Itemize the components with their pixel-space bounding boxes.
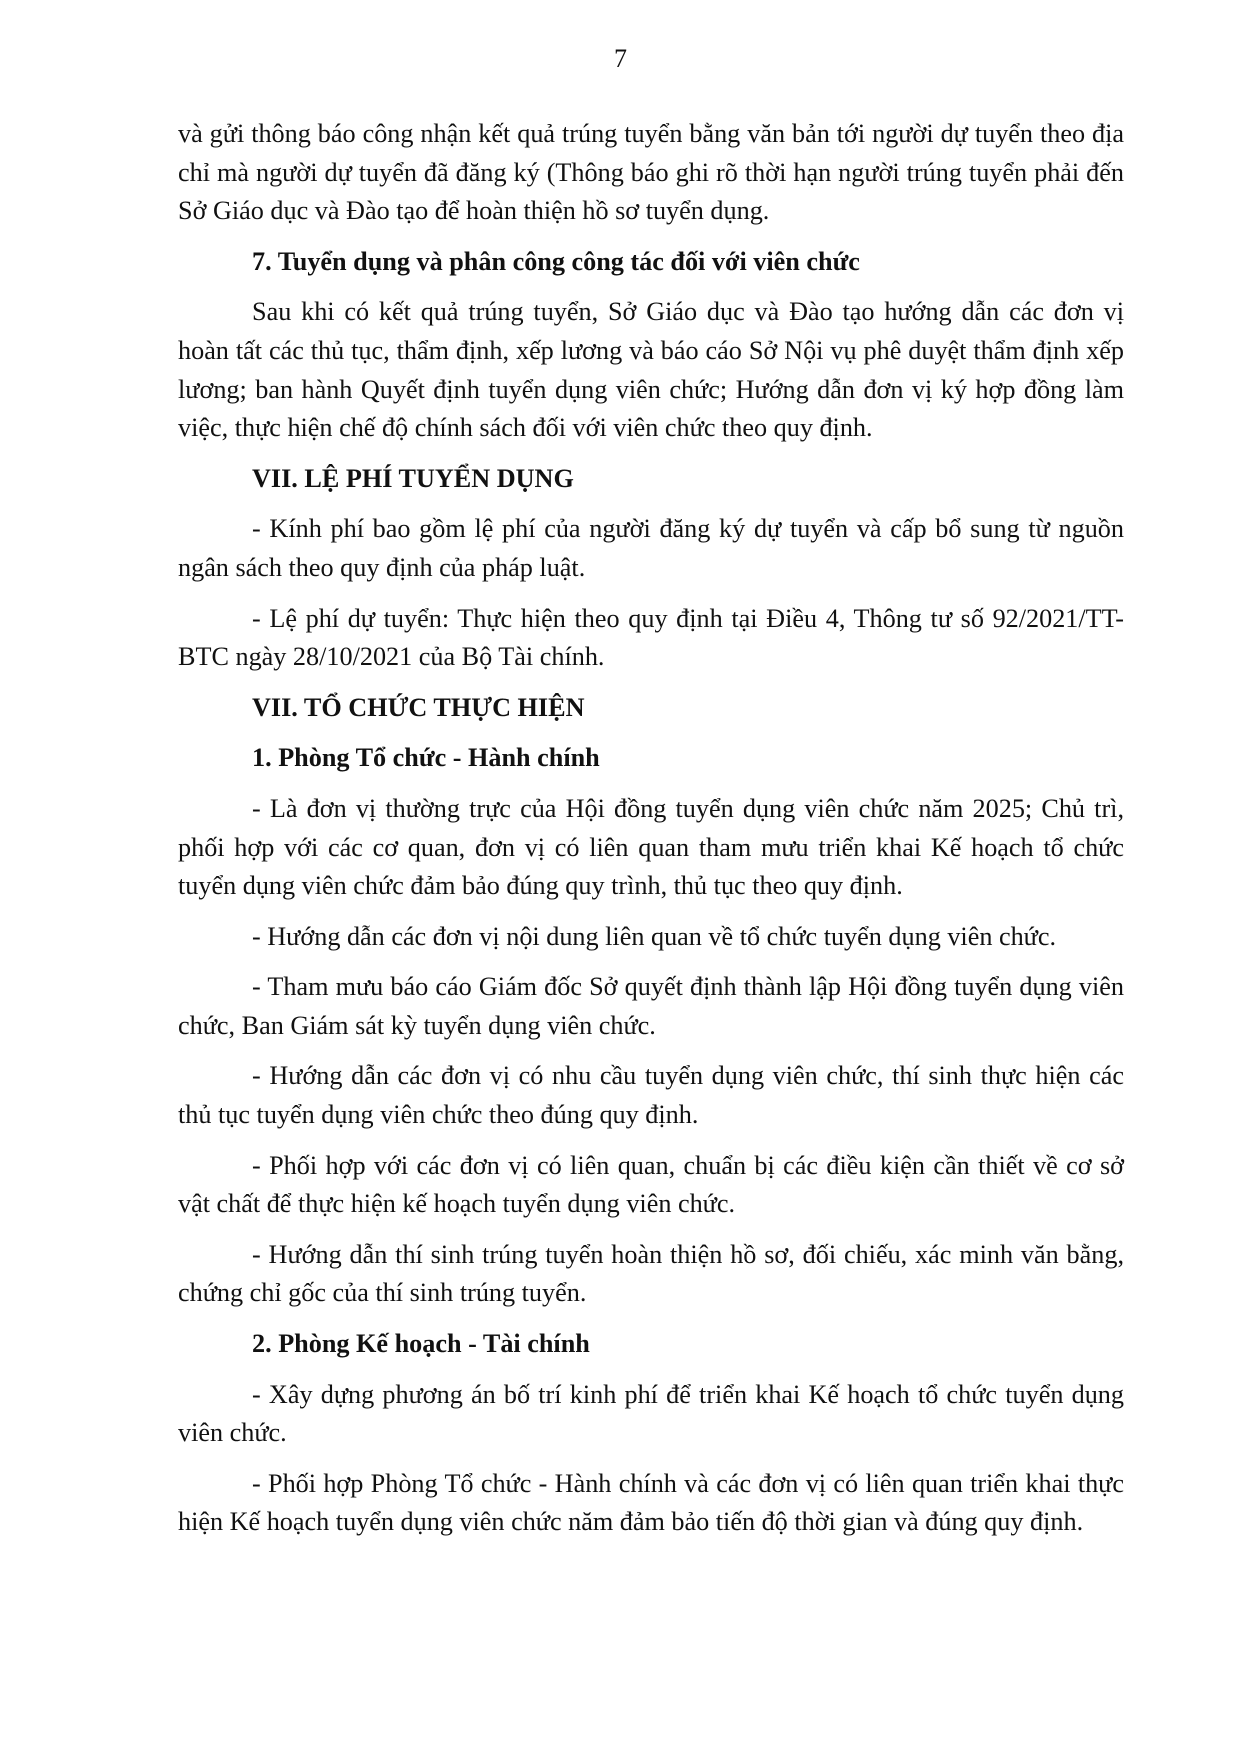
page-number: 7 xyxy=(614,44,627,73)
paragraph-org-duty-6: - Hướng dẫn thí sinh trúng tuyển hoàn thiện hồ sơ, đối chiếu, xác minh văn bằng, chứng chỉ gốc của thí sinh trúng tuyển. xyxy=(178,1239,1124,1308)
paragraph-org-duty-2: - Hướng dẫn các đơn vị nội dung liên quan về tổ chức tuyển dụng viên chức. xyxy=(252,921,1057,951)
subsection-heading-organization: 1. Phòng Tổ chức - Hành chính xyxy=(252,743,600,773)
section-heading-7: 7. Tuyển dụng và phân công công tác đối với viên chức xyxy=(252,246,860,276)
paragraph-continuation: và gửi thông báo công nhận kết quả trúng tuyển bằng văn bản tới người dự tuyển theo địa chỉ mà người dự tuyển đã đăng ký (Thông báo ghi rõ thời hạn người trúng tuyển phải đến Sở Giáo dục và Đào tạo để hoàn thiện hồ sơ tuyển dụng. xyxy=(178,119,1124,226)
document-body xyxy=(178,115,1124,1554)
section-heading-fees: VII. LỆ PHÍ TUYỂN DỤNG xyxy=(252,463,574,493)
paragraph-recruitment: Sau khi có kết quả trúng tuyển, Sở Giáo dục và Đào tạo hướng dẫn các đơn vị hoàn tất các thủ tục, thẩm định, xếp lương và báo cáo Sở Nội vụ phê duyệt thẩm định xếp lương; ban hành Quyết định tuyển dụng viên chức; Hướng dẫn đơn vị ký hợp đồng làm việc, thực hiện chế độ chính sách đối với viên chức theo quy định. xyxy=(178,297,1124,443)
paragraph-org-duty-3: - Tham mưu báo cáo Giám đốc Sở quyết định thành lập Hội đồng tuyển dụng viên chức, Ban Giám sát kỳ tuyển dụng viên chức. xyxy=(178,972,1124,1040)
paragraph-org-duty-1: - Là đơn vị thường trực của Hội đồng tuyển dụng viên chức năm 2025; Chủ trì, phối hợp với các cơ quan, đơn vị có liên quan tham mưu triển khai Kế hoạch tổ chức tuyển dụng viên chức đảm bảo đúng quy trình, thủ tục theo quy định. xyxy=(178,793,1124,901)
paragraph-fee-regulation: - Lệ phí dự tuyển: Thực hiện theo quy định tại Điều 4, Thông tư số 92/2021/TT-BTC ngày 28/10/2021 của Bộ Tài chính. xyxy=(178,603,1124,672)
subsection-heading-finance: 2. Phòng Kế hoạch - Tài chính xyxy=(252,1329,590,1359)
section-heading-implementation: VII. TỔ CHỨC THỰC HIỆN xyxy=(252,692,585,722)
paragraph-org-duty-4: - Hướng dẫn các đơn vị có nhu cầu tuyển dụng viên chức, thí sinh thực hiện các thủ tục tuyển dụng viên chức theo đúng quy định. xyxy=(178,1061,1124,1130)
paragraph-finance-duty-1: - Xây dựng phương án bố trí kinh phí để triển khai Kế hoạch tổ chức tuyển dụng viên chức. xyxy=(178,1379,1124,1448)
paragraph-org-duty-5: - Phối hợp với các đơn vị có liên quan, chuẩn bị các điều kiện cần thiết về cơ sở vật chất để thực hiện kế hoạch tuyển dụng viên chức. xyxy=(178,1150,1124,1219)
paragraph-fee-funding: - Kính phí bao gồm lệ phí của người đăng ký dự tuyển và cấp bổ sung từ nguồn ngân sách theo quy định của pháp luật. xyxy=(178,514,1124,582)
paragraph-finance-duty-2: - Phối hợp Phòng Tổ chức - Hành chính và các đơn vị có liên quan triển khai thực hiện Kế hoạch tuyển dụng viên chức năm đảm bảo tiến độ thời gian và đúng quy định. xyxy=(178,1468,1124,1537)
